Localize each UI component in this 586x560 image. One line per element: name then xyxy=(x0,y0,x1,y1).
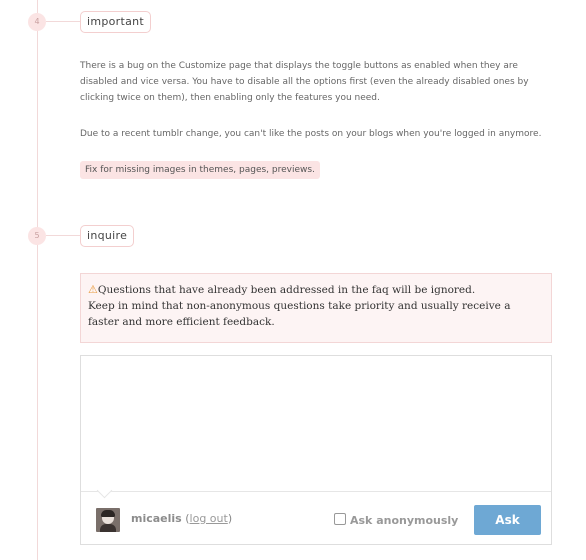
section-tag-inquire: inquire xyxy=(80,225,134,247)
logout-link[interactable]: log out xyxy=(189,512,228,525)
question-textarea[interactable] xyxy=(81,356,551,492)
section-tag-important: important xyxy=(80,11,151,33)
ask-button[interactable]: Ask xyxy=(474,505,541,535)
avatar xyxy=(96,508,120,532)
warning-box xyxy=(80,273,552,343)
step-number-5: 5 xyxy=(28,227,46,245)
username: micaelis xyxy=(131,512,182,525)
ask-anonymously-toggle[interactable] xyxy=(334,513,458,527)
bug-notice-text: There is a bug on the Customize page that displays the toggle buttons as enabled when they are disabled and vice versa. You have to disable all the options first (even the already disabled ones by clicking twice on them), then enabling only the features you need. xyxy=(80,61,529,103)
logout-paren-open: ( xyxy=(185,512,190,525)
anonymous-checkbox[interactable] xyxy=(334,513,346,525)
ask-form xyxy=(80,355,552,545)
fix-missing-images-link[interactable]: Fix for missing images in themes, pages, previews. xyxy=(80,161,320,179)
step-number-4: 4 xyxy=(28,13,46,31)
logout-paren-close: ) xyxy=(227,512,233,525)
tumblr-like-notice-text: Due to a recent tumblr change, you can't like the posts on your blogs when you're logged in anymore. xyxy=(80,129,542,139)
warning-text-line1: Questions that have already been addressed in the faq will be ignored. xyxy=(97,284,476,296)
warning-text-line2: Keep in mind that non-anonymous questions take priority and usually receive a faster and more efficient feedback. xyxy=(88,300,511,328)
step-connector xyxy=(46,235,80,236)
ask-anonymously-label: Ask anonymously xyxy=(350,514,459,527)
timeline-line xyxy=(37,0,38,560)
user-identity xyxy=(131,512,232,525)
warning-icon: ⚠ xyxy=(88,283,98,296)
step-connector xyxy=(46,21,80,22)
